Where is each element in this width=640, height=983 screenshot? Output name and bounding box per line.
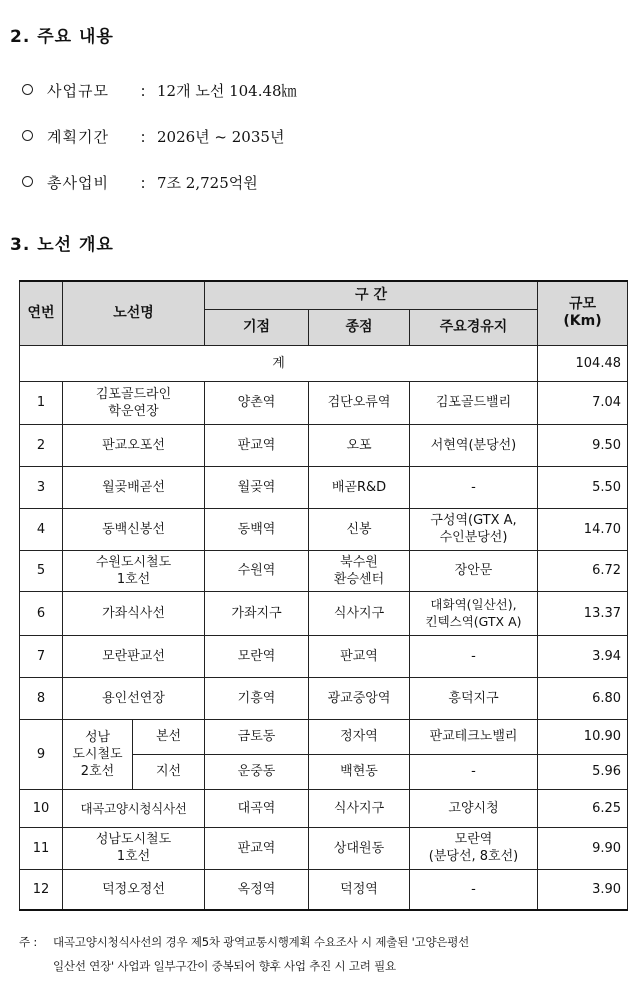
cell-via: 장안문 bbox=[410, 550, 538, 591]
cell-end: 북수원 환승센터 bbox=[309, 550, 410, 591]
cell-no: 10 bbox=[20, 789, 63, 827]
bullet-value: 7조 2,725억원 bbox=[157, 174, 258, 192]
cell-no: 5 bbox=[20, 550, 63, 591]
cell-route-name: 성남도시철도 1호선 bbox=[63, 827, 205, 869]
cell-start: 운중동 bbox=[205, 754, 309, 789]
cell-route-name: 가좌식사선 bbox=[63, 591, 205, 635]
footnote-prefix: 주 : bbox=[19, 935, 38, 949]
bullet-label: 사업규모 bbox=[47, 82, 109, 100]
table-row bbox=[20, 635, 628, 677]
circle-bullet-icon bbox=[22, 130, 33, 141]
table-row bbox=[20, 508, 628, 550]
cell-end: 신봉 bbox=[309, 508, 410, 550]
cell-via: 구성역(GTX A, 수인분당선) bbox=[410, 508, 538, 550]
cell-start: 모란역 bbox=[205, 635, 309, 677]
cell-end: 판교역 bbox=[309, 635, 410, 677]
cell-no: 3 bbox=[20, 466, 63, 508]
bullet-colon: : bbox=[140, 174, 146, 192]
table-row bbox=[20, 424, 628, 466]
cell-via: 김포골드밸리 bbox=[410, 381, 538, 424]
table-row bbox=[20, 466, 628, 508]
table-row bbox=[20, 869, 628, 910]
cell-no: 11 bbox=[20, 827, 63, 869]
cell-end: 정자역 bbox=[309, 719, 410, 754]
circle-bullet-icon bbox=[22, 176, 33, 187]
cell-via: 판교테크노밸리 bbox=[410, 719, 538, 754]
header-via: 주요경유지 bbox=[410, 309, 538, 345]
cell-no: 1 bbox=[20, 381, 63, 424]
cell-start: 수원역 bbox=[205, 550, 309, 591]
cell-no: 6 bbox=[20, 591, 63, 635]
cell-end: 광교중앙역 bbox=[309, 677, 410, 719]
cell-route-name: 대곡고양시청식사선 bbox=[63, 789, 205, 827]
cell-no: 9 bbox=[20, 719, 63, 789]
cell-route-name: 용인선연장 bbox=[63, 677, 205, 719]
cell-no: 2 bbox=[20, 424, 63, 466]
bullet-value: 2026년 ~ 2035년 bbox=[157, 128, 285, 146]
cell-route-name: 월곶배곧선 bbox=[63, 466, 205, 508]
table-row bbox=[20, 381, 628, 424]
route-overview-table bbox=[19, 280, 628, 911]
cell-start: 대곡역 bbox=[205, 789, 309, 827]
cell-km: 5.50 bbox=[538, 466, 628, 508]
section-3-title: 3. 노선 개요 bbox=[10, 235, 114, 255]
cell-no: 8 bbox=[20, 677, 63, 719]
cell-start: 판교역 bbox=[205, 424, 309, 466]
cell-end: 오포 bbox=[309, 424, 410, 466]
cell-via: - bbox=[410, 754, 538, 789]
cell-start: 양촌역 bbox=[205, 381, 309, 424]
cell-route-name: 덕정오정선 bbox=[63, 869, 205, 910]
cell-end: 식사지구 bbox=[309, 591, 410, 635]
bullet-colon: : bbox=[140, 82, 146, 100]
circle-bullet-icon bbox=[22, 84, 33, 95]
cell-start: 옥정역 bbox=[205, 869, 309, 910]
footnote-line-1 bbox=[19, 930, 631, 954]
cell-km: 6.80 bbox=[538, 677, 628, 719]
header-scale-km: 규모 (Km) bbox=[538, 281, 628, 345]
cell-start: 기흥역 bbox=[205, 677, 309, 719]
cell-km: 5.96 bbox=[538, 754, 628, 789]
cell-end: 배곧R&D bbox=[309, 466, 410, 508]
total-label: 계 bbox=[20, 345, 538, 381]
cell-via: 대화역(일산선), 킨텍스역(GTX A) bbox=[410, 591, 538, 635]
cell-via: 흥덕지구 bbox=[410, 677, 538, 719]
cell-km: 6.25 bbox=[538, 789, 628, 827]
cell-km: 14.70 bbox=[538, 508, 628, 550]
bullet-total-cost bbox=[22, 172, 258, 193]
cell-end: 덕정역 bbox=[309, 869, 410, 910]
cell-km: 9.90 bbox=[538, 827, 628, 869]
bullet-colon: : bbox=[140, 128, 146, 146]
cell-via: - bbox=[410, 635, 538, 677]
cell-km: 13.37 bbox=[538, 591, 628, 635]
header-route-name: 노선명 bbox=[63, 281, 205, 345]
footnote bbox=[19, 930, 631, 978]
cell-route-name: 판교오포선 bbox=[63, 424, 205, 466]
cell-route-name: 동백신봉선 bbox=[63, 508, 205, 550]
table-row bbox=[20, 827, 628, 869]
cell-route-name: 김포골드라인 학운연장 bbox=[63, 381, 205, 424]
cell-start: 가좌지구 bbox=[205, 591, 309, 635]
cell-km: 10.90 bbox=[538, 719, 628, 754]
cell-route-name: 수원도시철도 1호선 bbox=[63, 550, 205, 591]
cell-km: 9.50 bbox=[538, 424, 628, 466]
cell-via: - bbox=[410, 466, 538, 508]
cell-start: 금토동 bbox=[205, 719, 309, 754]
footnote-text-1: 대곡고양시청식사선의 경우 제5차 광역교통시행계획 수요조사 시 제출된 '고양은평선 bbox=[53, 935, 470, 949]
cell-km: 7.04 bbox=[538, 381, 628, 424]
table-row bbox=[20, 719, 628, 754]
cell-no: 7 bbox=[20, 635, 63, 677]
bullet-value: 12개 노선 104.48㎞ bbox=[157, 82, 297, 100]
section-2-title: 2. 주요 내용 bbox=[10, 27, 114, 47]
header-end: 종점 bbox=[309, 309, 410, 345]
cell-branch: 본선 bbox=[133, 719, 205, 754]
header-start: 기점 bbox=[205, 309, 309, 345]
bullet-project-scale bbox=[22, 80, 297, 101]
cell-via: - bbox=[410, 869, 538, 910]
cell-km: 3.94 bbox=[538, 635, 628, 677]
cell-end: 검단오류역 bbox=[309, 381, 410, 424]
bullet-label: 계획기간 bbox=[47, 128, 109, 146]
table-row bbox=[20, 550, 628, 591]
cell-end: 상대원동 bbox=[309, 827, 410, 869]
bullet-plan-period bbox=[22, 126, 284, 147]
cell-via: 서현역(분당선) bbox=[410, 424, 538, 466]
cell-branch: 지선 bbox=[133, 754, 205, 789]
cell-km: 6.72 bbox=[538, 550, 628, 591]
cell-route-name: 모란판교선 bbox=[63, 635, 205, 677]
cell-route-name: 성남 도시철도 2호선 bbox=[63, 719, 133, 789]
cell-km: 3.90 bbox=[538, 869, 628, 910]
footnote-line-2: 일산선 연장' 사업과 일부구간이 중복되어 향후 사업 추진 시 고려 필요 bbox=[53, 959, 396, 973]
table-row bbox=[20, 789, 628, 827]
header-section: 구 간 bbox=[205, 281, 538, 309]
bullet-label: 총사업비 bbox=[47, 174, 109, 192]
cell-via: 모란역 (분당선, 8호선) bbox=[410, 827, 538, 869]
cell-start: 월곶역 bbox=[205, 466, 309, 508]
header-no: 연번 bbox=[20, 281, 63, 345]
table-row bbox=[20, 677, 628, 719]
table-row bbox=[20, 591, 628, 635]
total-value: 104.48 bbox=[538, 345, 628, 381]
cell-no: 12 bbox=[20, 869, 63, 910]
cell-via: 고양시청 bbox=[410, 789, 538, 827]
cell-start: 동백역 bbox=[205, 508, 309, 550]
cell-end: 백현동 bbox=[309, 754, 410, 789]
cell-end: 식사지구 bbox=[309, 789, 410, 827]
table-total-row bbox=[20, 345, 628, 381]
cell-no: 4 bbox=[20, 508, 63, 550]
cell-start: 판교역 bbox=[205, 827, 309, 869]
